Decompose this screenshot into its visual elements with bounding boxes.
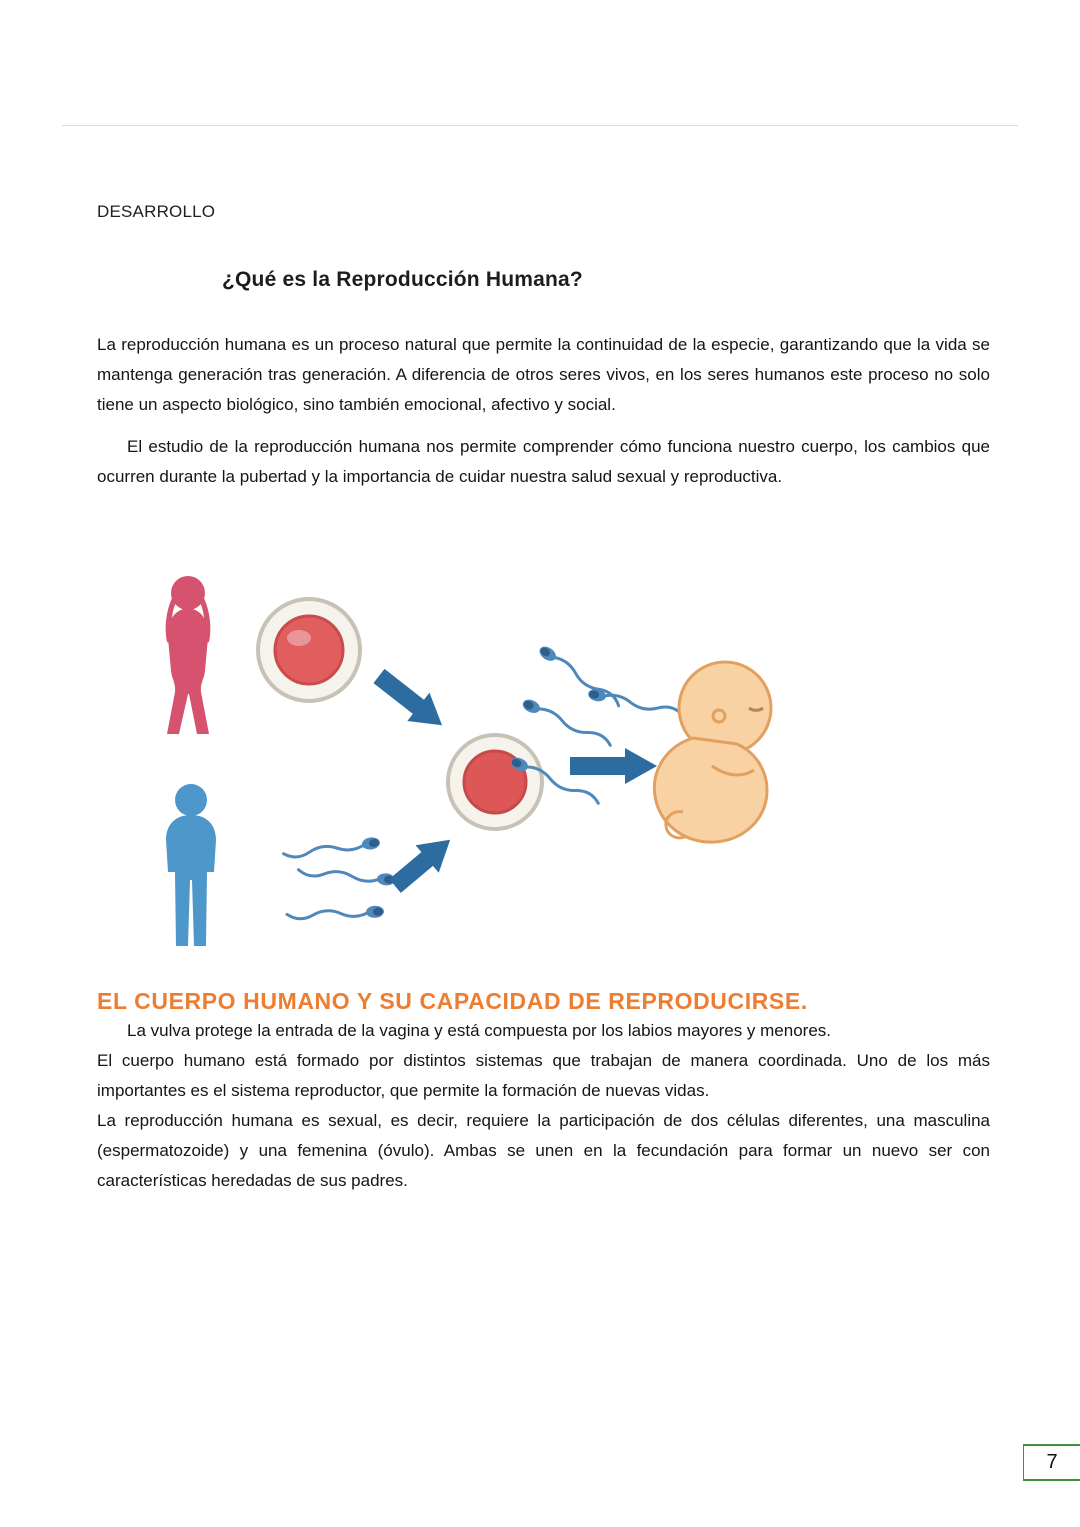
page-number-value: 7 <box>1046 1451 1058 1473</box>
section2-paragraph-3: La reproducción humana es sexual, es decir, requiere la participación de dos células diferentes, una masculina (espermatozoide) y una femenina (óvulo). Ambas se unen en la fecundación para formar un nuevo ser con características heredadas de sus padres. <box>97 1111 990 1190</box>
fertilization-diagram <box>127 560 787 970</box>
page-number <box>1023 1444 1080 1481</box>
intro-paragraph-2: El estudio de la reproducción humana nos permite comprender cómo funciona nuestro cuerpo, los cambios que ocurren durante la pubertad y la importancia de cuidar nuestra salud sexual y reproductiva. <box>97 437 990 486</box>
reproduction-illustration <box>127 560 787 970</box>
arrow-down-right-icon <box>368 662 453 740</box>
sperm-cells-bottom-icon <box>283 836 395 922</box>
page-title: ¿Qué es la Reproducción Humana? <box>222 268 583 291</box>
female-silhouette-icon <box>166 576 211 734</box>
header-divider <box>62 125 1018 126</box>
section2-paragraph-1: La vulva protege la entrada de la vagina y está compuesta por los labios mayores y menores. <box>127 1021 832 1040</box>
intro-paragraph-1: La reproducción humana es un proceso natural que permite la continuidad de la especie, garantizando que la vida se mantenga generación tras generación. A diferencia de otros seres vivos, en los seres humanos este proceso no solo tiene un aspecto biológico, sino también emocional, afectivo y social. <box>97 335 990 414</box>
arrow-up-right-icon <box>383 826 461 900</box>
sperm-cells-top-icon <box>521 644 685 749</box>
section2-paragraph-2: El cuerpo humano está formado por distintos sistemas que trabajan de manera coordinada. Uno de los más importantes es el sistema reproductor, que permite la formación de nuevas vidas. <box>97 1051 990 1100</box>
arrow-right-icon <box>570 748 657 784</box>
ovum-icon <box>258 599 360 701</box>
fertilized-egg-icon <box>448 735 602 829</box>
fetus-icon <box>654 662 771 842</box>
section-label: DESARROLLO <box>97 202 216 221</box>
male-silhouette-icon <box>166 784 216 946</box>
section-heading: EL CUERPO HUMANO Y SU CAPACIDAD DE REPRODUCIRSE. <box>97 988 808 1014</box>
